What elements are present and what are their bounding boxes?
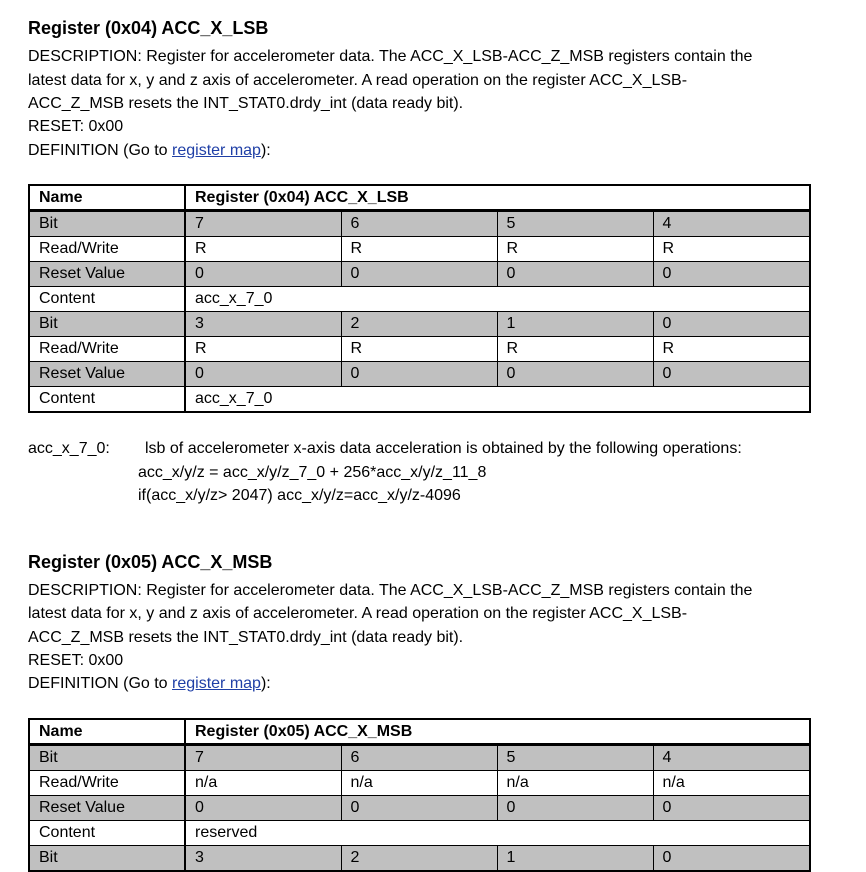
register-table [28,184,811,413]
table-row [29,771,810,796]
bit-cell: R [341,237,497,262]
note-line: lsb of accelerometer x-axis data acceleration is obtained by the following operations: [145,440,742,457]
reset-value-text: RESET: 0x00 [28,652,124,669]
bit-cell: 0 [341,262,497,287]
bit-cell: 7 [185,745,341,771]
table-row [29,262,810,287]
definition-prefix: DEFINITION (Go to [28,675,173,692]
bit-cell: R [185,237,341,262]
register-header: Register (0x05) ACC_X_MSB [185,719,810,745]
table-header-row [29,719,810,745]
table-row [29,337,810,362]
bit-cell: 0 [497,796,653,821]
bit-cell: n/a [341,771,497,796]
bit-cell: R [185,337,341,362]
table-row [29,387,810,413]
register-title: Register (0x04) ACC_X_LSB [28,18,269,38]
bit-cell: 0 [497,362,653,387]
register-header: Register (0x04) ACC_X_LSB [185,185,810,211]
definition-suffix: ): [260,142,271,159]
bit-cell: 0 [653,846,810,872]
bit-cell: 5 [497,211,653,237]
note-formula: if(acc_x/y/z> 2047) acc_x/y/z=acc_x/y/z-4096 [138,487,461,504]
bit-cell: 0 [653,262,810,287]
bit-cell: 5 [497,745,653,771]
description-line: ACC_Z_MSB resets the INT_STAT0.drdy_int (data ready bit). [28,95,464,112]
content-cell: acc_x_7_0 [185,287,810,312]
register-title: Register (0x05) ACC_X_MSB [28,552,273,572]
register-map-link[interactable]: register map [172,675,261,692]
row-label: Bit [29,211,185,237]
row-label: Bit [29,846,185,872]
bit-cell: 3 [185,846,341,872]
content-cell: reserved [185,821,810,846]
definition-line [28,142,271,160]
register-map-link[interactable]: register map [172,142,261,159]
bit-cell: 6 [341,745,497,771]
bit-cell: 4 [653,211,810,237]
row-label: Reset Value [29,796,185,821]
definition-line [28,675,271,693]
row-label: Bit [29,312,185,337]
bit-cell: 2 [341,312,497,337]
definition-prefix: DEFINITION (Go to [28,142,173,159]
definition-suffix: ): [260,675,271,692]
bit-cell: 0 [341,796,497,821]
row-label: Reset Value [29,362,185,387]
row-label: Reset Value [29,262,185,287]
bit-cell: 3 [185,312,341,337]
table-row [29,362,810,387]
bit-cell: n/a [185,771,341,796]
bit-cell: R [497,337,653,362]
name-header: Name [29,185,185,211]
bit-cell: 4 [653,745,810,771]
bit-cell: 1 [497,846,653,872]
bit-cell: 0 [497,262,653,287]
bit-cell: 0 [185,262,341,287]
row-label: Read/Write [29,237,185,262]
description-line: latest data for x, y and z axis of accelerometer. A read operation on the register ACC_X_LSB- [28,72,688,89]
reset-value-text: RESET: 0x00 [28,118,124,135]
description-line: ACC_Z_MSB resets the INT_STAT0.drdy_int (data ready bit). [28,629,464,646]
bit-cell: n/a [497,771,653,796]
bit-cell: 7 [185,211,341,237]
description-line: DESCRIPTION: Register for accelerometer data. The ACC_X_LSB-ACC_Z_MSB registers contain the [28,48,753,65]
bit-cell: 0 [341,362,497,387]
bit-cell: R [653,337,810,362]
bit-cell: 0 [185,796,341,821]
bit-cell: R [653,237,810,262]
row-label: Read/Write [29,771,185,796]
table-row [29,287,810,312]
bit-cell: 2 [341,846,497,872]
table-row [29,312,810,337]
table-header-row [29,185,810,211]
table-row [29,846,810,872]
row-label: Content [29,287,185,312]
register-table [28,718,811,872]
row-label: Bit [29,745,185,771]
bit-cell: R [497,237,653,262]
description-line: DESCRIPTION: Register for accelerometer data. The ACC_X_LSB-ACC_Z_MSB registers contain the [28,582,753,599]
bit-cell: R [341,337,497,362]
table-row [29,745,810,771]
table-row [29,237,810,262]
table-row [29,796,810,821]
note-field-name: acc_x_7_0: [28,440,110,457]
table-row [29,821,810,846]
note-formula: acc_x/y/z = acc_x/y/z_7_0 + 256*acc_x/y/z_11_8 [138,464,487,481]
description-line: latest data for x, y and z axis of accelerometer. A read operation on the register ACC_X_LSB- [28,605,688,622]
name-header: Name [29,719,185,745]
row-label: Content [29,387,185,413]
row-label: Content [29,821,185,846]
table-row [29,211,810,237]
row-label: Read/Write [29,337,185,362]
bit-cell: 1 [497,312,653,337]
bit-cell: 6 [341,211,497,237]
bit-cell: 0 [185,362,341,387]
bit-cell: 0 [653,796,810,821]
bit-cell: 0 [653,362,810,387]
content-cell: acc_x_7_0 [185,387,810,413]
bit-cell: 0 [653,312,810,337]
bit-cell: n/a [653,771,810,796]
